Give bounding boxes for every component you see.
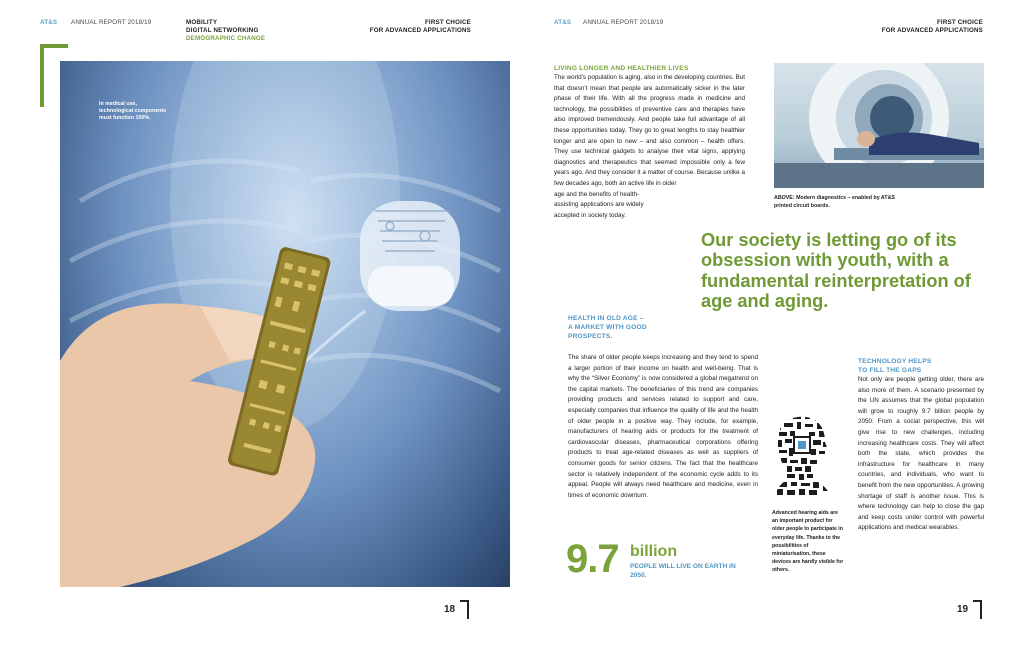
left-section-line1: FIRST CHOICE (424, 19, 471, 26)
topic-demographic-change: DEMOGRAPHIC CHANGE (186, 35, 266, 42)
pacemaker-device (360, 201, 460, 311)
living-heading: LIVING LONGER AND HEALTHIER LIVES (554, 65, 689, 72)
right-header-section (820, 19, 983, 35)
left-section-line2: FOR ADVANCED APPLICATIONS (369, 27, 471, 34)
stat-number: 9.7 (566, 537, 619, 581)
technology-body: Not only are people getting older, there are also more of them. A scenario presented by the UN assumes that the global population will grow to roughly 9.7 billion people by 2050. From a social perspective, this will give rise to new challenges, including increasing healthcare costs. They will affect both the state, which provides the infrastructure for healthcare in many countries, and individuals, who want to benefit from the new opportunities. A growing shortage of staff is another issue. This is where technology can help to close the gap and keep costs under control with powerful applications and medical wearables. (858, 376, 984, 532)
mri-illustration (774, 63, 984, 188)
qr-head-image (775, 414, 830, 495)
pull-quote: Our society is letting go of its obsession with youth, with a fundamental reinterpretation of age and aging. (701, 230, 971, 311)
left-header-section (300, 19, 471, 35)
stat-caption: PEOPLE WILL LIVE ON EARTH IN 2050. (630, 563, 736, 579)
topic-digital-networking: DIGITAL NETWORKING (186, 27, 259, 34)
living-longer-section (554, 64, 745, 221)
mri-photo (774, 63, 984, 188)
right-section-line1: FIRST CHOICE (936, 19, 983, 26)
topic-mobility: MOBILITY (186, 19, 218, 26)
xray-illustration (60, 61, 510, 587)
left-header-report: ANNUAL REPORT 2018/19 (71, 19, 152, 26)
qr-caption: Advanced hearing aids are an important product for older people to participate in everyday life. Thanks to the possibilities of miniaturisation, these devices are hardly visible for others. (772, 510, 844, 574)
xray-photo (60, 61, 510, 587)
page-number-right: 19 (957, 604, 969, 615)
living-body-line4: accepted in society today. (554, 211, 626, 219)
technology-heading-line2: TO FILL THE GAPS (858, 367, 922, 374)
health-heading-line2: A MARKET WITH GOOD (568, 324, 647, 331)
living-body: The world’s population is aging, also in the developing countries. But that doesn’t mean that people are automatically sicker in the later phase of their life. With all the progress made in medicine and technology, the possibilities of preventive care and therapies have also improved tremendously. And people take full advantage of all these opportunities today. They go to great lengths to stay healthier longer and are open to new – and also common – health offers. They use technical gadgets to analyse their vital signs, applying diagnostics and therapeutics that seemed impossible only a few years ago. And they consider it a matter of course. Because unlike a few decades ago, both an active life in older (554, 74, 746, 187)
left-header-topics (186, 19, 265, 43)
photo-caption: In medical use, technological components must function 100%. (99, 101, 167, 121)
page-number-mark-left (460, 600, 469, 619)
living-body-line2: age and the benefits of health- (554, 190, 640, 198)
health-heading-line3: PROSPECTS. (568, 333, 613, 340)
health-section (568, 314, 758, 501)
technology-heading-line1: TECHNOLOGY HELPS (858, 358, 932, 365)
stat-unit: billion (630, 543, 678, 560)
technology-section (858, 357, 984, 534)
right-header-brand: AT&S (554, 19, 572, 26)
health-body: The share of older people keeps increasing and they tend to spend a larger portion of their income on health and well-being. That is why the “Silver Economy” is now considered a global megatrend on the capital markets. The beneficiaries of this trend are companies providing products and services related to support and care, especially companies that influence the quality of life and the health of older people in a positive way. They include, for example, manufacturers of hearing aids or products for the treatment of cardiovascular diseases, pharmaceutical corporations offering products to treat age-related diseases as well as suppliers of consumer goods for senior citizens. The fact that the healthcare sector is relatively independent of the economic cycle adds to its appeal. People will always need healthcare and medicine, even in times of economic downturn. (568, 354, 758, 499)
health-heading-line1: HEALTH IN OLD AGE – (568, 315, 644, 322)
left-header-brand: AT&S (40, 19, 58, 26)
right-header-report: ANNUAL REPORT 2018/19 (583, 19, 664, 26)
living-body-line3: assisting applications are widely (554, 201, 644, 209)
page-number-mark-right (973, 600, 982, 619)
right-section-line2: FOR ADVANCED APPLICATIONS (881, 27, 983, 34)
page-number-left: 18 (444, 604, 456, 615)
qr-head-illustration (775, 414, 830, 495)
mri-caption: ABOVE: Modern diagnostics – enabled by AT&S printed circuit boards. (774, 195, 895, 209)
